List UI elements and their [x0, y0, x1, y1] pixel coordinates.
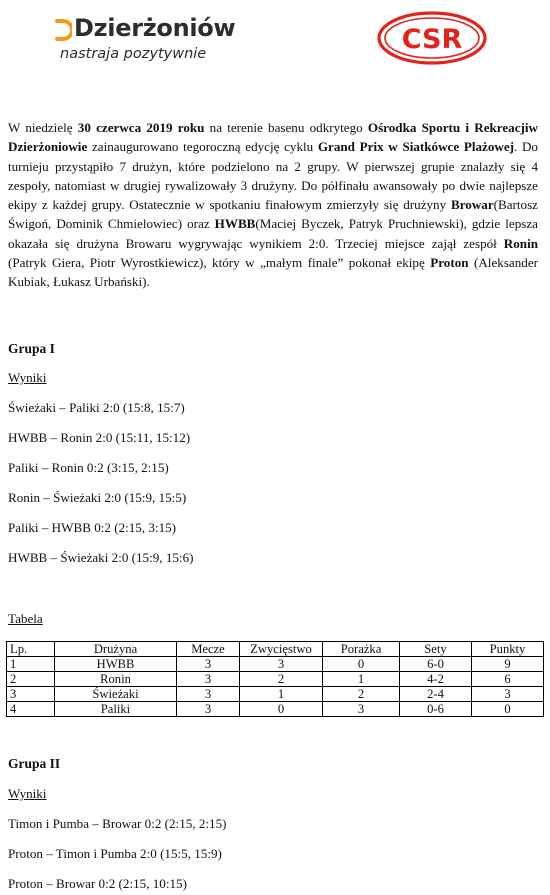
table-cell: HWBB	[55, 657, 177, 672]
table-row	[7, 687, 544, 702]
logo-name: Dzierżoniów	[74, 14, 236, 42]
article-body	[8, 118, 538, 292]
intro-bold-text: Ronin	[503, 235, 538, 251]
table-header-row	[7, 642, 544, 657]
column-header: Porażka	[323, 642, 400, 657]
intro-text: zainaugurowano tegoroczną edycję cyklu	[87, 139, 318, 155]
intro-text: (Patryk Giera, Piotr Wyrostkiewicz), który w „małym finale” pokonał ekipę	[8, 255, 431, 271]
intro-bold-text: Grand Prix w Siatkówce Plażowej	[317, 139, 515, 155]
csr-logo-icon	[376, 10, 488, 66]
table-cell: 3	[177, 702, 240, 717]
intro-text: W niedzielę	[8, 120, 78, 135]
match-result: Świeżaki – Paliki 2:0 (15:8, 15:7)	[8, 400, 185, 415]
table-cell: 1	[240, 687, 323, 702]
table-cell: 3	[240, 657, 323, 672]
group2-results-label: Wyniki	[8, 786, 47, 801]
page-header	[0, 0, 550, 80]
intro-paragraph	[8, 118, 538, 292]
table-cell: 6	[472, 672, 544, 687]
table-cell: Paliki	[55, 702, 177, 717]
logo-tagline: nastraja pozytywnie	[60, 46, 207, 62]
group1-results-label: Wyniki	[8, 370, 47, 385]
match-result: Paliki – Ronin 0:2 (3:15, 2:15)	[8, 460, 169, 475]
dzierzoniow-logo	[50, 14, 250, 70]
column-header: Zwycięstwo	[240, 642, 323, 657]
match-result: Ronin – Świeżaki 2:0 (15:9, 15:5)	[8, 490, 187, 505]
table-cell: 3	[177, 657, 240, 672]
table-row	[7, 657, 544, 672]
column-header: Sety	[400, 642, 472, 657]
table-cell: 3	[323, 702, 400, 717]
table-cell: 3	[7, 687, 55, 702]
intro-text: (Aleksander Kubiak, Łukasz Urbański).	[8, 255, 538, 290]
table-cell: 2-4	[400, 687, 472, 702]
column-header: Mecze	[177, 642, 240, 657]
intro-bold-text: 30 czerwca 2019 roku	[77, 120, 205, 135]
table-cell: 2	[240, 672, 323, 687]
group1-table-label: Tabela	[8, 611, 43, 626]
table-row	[7, 702, 544, 717]
table-row	[7, 672, 544, 687]
table-cell: 3	[472, 687, 544, 702]
intro-text: (Maciej Byczek, Patryk Pruchniewski), gdzie lepsza okazała się drużyna Browaru wygrywając wynikiem 2:0. Trzeciej miejsce zajął zespół	[8, 216, 538, 251]
match-result: Proton – Browar 0:2 (2:15, 10:15)	[8, 876, 187, 891]
intro-text: (Bartosz Świgoń, Dominik Chmielowiec) oraz	[8, 197, 538, 232]
table-cell: 1	[7, 657, 55, 672]
intro-bold-text: Browar	[450, 197, 494, 213]
table-cell: 2	[323, 687, 400, 702]
table-cell: 4	[7, 702, 55, 717]
table-cell: 2	[7, 672, 55, 687]
group1-title: Grupa I	[8, 341, 55, 356]
intro-text: na terenie basenu odkrytego	[204, 120, 368, 135]
table-cell: 3	[177, 672, 240, 687]
match-result: Proton – Timon i Pumba 2:0 (15:5, 15:9)	[8, 846, 222, 861]
intro-bold-text: Proton	[430, 255, 469, 271]
match-result: Paliki – HWBB 0:2 (2:15, 3:15)	[8, 520, 177, 535]
table-cell: 4-2	[400, 672, 472, 687]
match-result: HWBB – Świeżaki 2:0 (15:9, 15:6)	[8, 550, 194, 565]
table-cell: 0	[240, 702, 323, 717]
intro-text: . Do turnieju przystąpiło 7 drużyn, które podzielono na 2 grupy. W pierwszej grupie znalazły się 4 zespoły, natomiast w drugiej rywalizowały 3 drużyny. Do półfinału awansowały po dwie najlepsze ekipy z każdej grupy. Ostatecznie w spotkaniu finałowym zmierzyły się drużyny	[8, 139, 538, 213]
table-cell: 9	[472, 657, 544, 672]
column-header: Lp.	[7, 642, 55, 657]
match-result: HWBB – Ronin 2:0 (15:11, 15:12)	[8, 430, 191, 445]
standings-table	[6, 641, 544, 717]
table-cell: 3	[177, 687, 240, 702]
table-cell: 0	[323, 657, 400, 672]
intro-bold-text: Ośrodka Sportu i Rekreacjiw Dzierżoniowie	[8, 120, 538, 155]
table-cell: 6-0	[400, 657, 472, 672]
table-cell: Ronin	[55, 672, 177, 687]
group2-title: Grupa II	[8, 756, 61, 771]
csr-logo-text: CSR	[401, 24, 463, 55]
table-cell: 0	[472, 702, 544, 717]
match-result: Timon i Pumba – Browar 0:2 (2:15, 2:15)	[8, 816, 227, 831]
table-cell: Świeżaki	[55, 687, 177, 702]
column-header: Drużyna	[55, 642, 177, 657]
table-cell: 1	[323, 672, 400, 687]
dzierzoniow-logo-mark-icon	[54, 18, 72, 42]
table-cell: 0-6	[400, 702, 472, 717]
intro-bold-text: HWBB	[214, 216, 256, 232]
column-header: Punkty	[472, 642, 544, 657]
